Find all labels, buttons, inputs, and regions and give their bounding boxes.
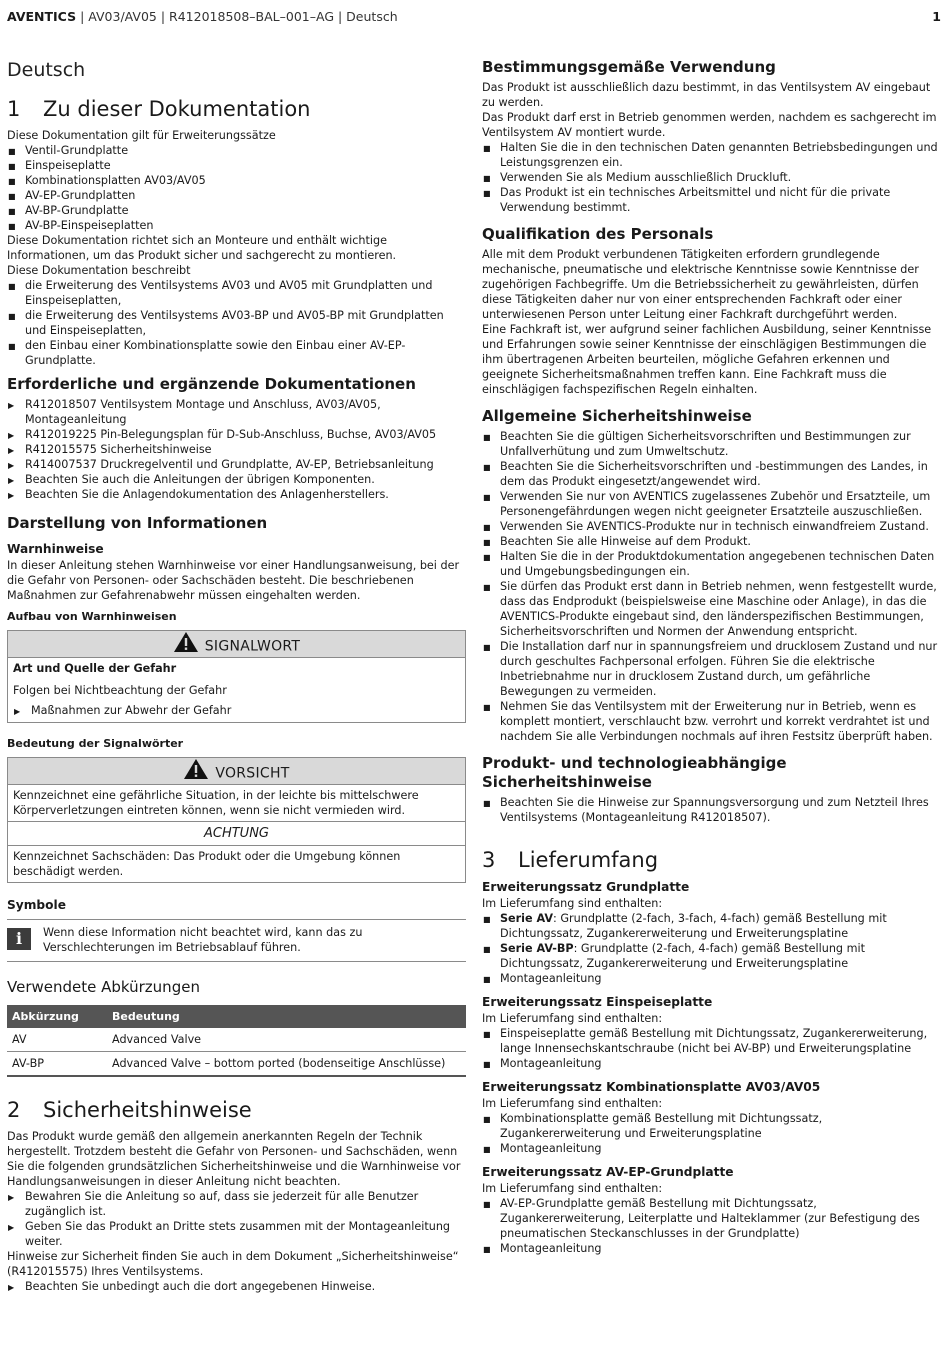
square-bullet-icon: ■ [483, 493, 491, 502]
list-item [7, 472, 466, 487]
arrow-bullet-icon: ▶ [8, 446, 15, 455]
square-bullet-icon: ■ [483, 703, 491, 712]
docs-heading: Erforderliche und ergänzende Dokumentationen [7, 375, 416, 393]
square-bullet-icon: ■ [483, 799, 491, 808]
avep-list [482, 1196, 940, 1256]
column-header: Abkürzung [7, 1005, 107, 1028]
list-item-text: Kombinationsplatte gemäß Bestellung mit Dichtungssatz, Zugankererweiterung und Erweiterungsplatine [500, 1112, 823, 1140]
list-item [482, 185, 940, 215]
square-bullet-icon: ■ [483, 1060, 491, 1069]
list-item [482, 170, 940, 185]
list-item-text: R412018507 Ventilsystem Montage und Anschluss, AV03/AV05, Montageanleitung [25, 398, 381, 426]
measures-list [8, 701, 465, 722]
list-item-text: Kombinationsplatten AV03/AV05 [25, 174, 206, 187]
list-item-text: AV-EP-Grundplatte gemäß Bestellung mit Dichtungssatz, Zugankererweiterung, Leiterplatte und Halteklammer (zur Befestigung des pneumatischen Steckanschlusses in der Grundplatte) [500, 1197, 920, 1240]
info-text: Wenn diese Information nicht beachtet wird, kann das zu Verschlechterungen im Betriebsablauf führen. [43, 926, 363, 954]
right-column [482, 56, 940, 1256]
bestimmung-heading: Bestimmungsgemäße Verwendung [482, 58, 776, 76]
list-item-text: AV-BP-Einspeiseplatten [25, 219, 154, 232]
bestimmung-list [482, 140, 940, 215]
list-item [482, 941, 940, 971]
produkt-list [482, 795, 940, 825]
kombi-heading: Erweiterungssatz Kombinationsplatte AV03/AV05 [482, 1080, 821, 1094]
abbreviations-table [7, 1005, 466, 1077]
square-bullet-icon: ■ [8, 222, 16, 231]
square-bullet-icon: ■ [483, 945, 491, 954]
achtung-text: Kennzeichnet Sachschäden: Das Produkt oder die Umgebung können beschädigt werden. [8, 845, 465, 882]
avep-heading: Erweiterungssatz AV-EP-Grundplatte [482, 1165, 734, 1179]
square-bullet-icon: ■ [483, 915, 491, 924]
paragraph: Eine Fachkraft ist, wer aufgrund seiner fachlichen Ausbildung, seiner Kenntnisse und Erfahrungen sowie seiner Kenntnisse der einschlägigen Bestimmungen die ihm übertragenen Arbeiten beurteilen, mögliche Gefahren erkennen und geeignete Sicherheitsmaßnahmen treffen kann. Eine Fachkraft muss die einschlägigen fachspezifischen Regeln einhalten. [482, 323, 932, 396]
list-item [7, 397, 466, 427]
paragraph: Im Lieferumfang sind enthalten: [482, 1182, 663, 1195]
table-cell: Advanced Valve – bottom ported (bodenseitige Anschlüsse) [107, 1052, 466, 1077]
section-number: 3 [482, 848, 496, 872]
list-item-text: Sie dürfen das Produkt erst dann in Betrieb nehmen, wenn festgestellt wurde, dass das Endprodukt (beispielsweise eine Maschine oder Anlage), in das die AVENTICS-Produkte eingebaut sind, den länderspezifischen Bestimmungen, Sicherheitsvorschriften und Normen der Anwendung entspricht. [500, 580, 937, 638]
list-item-text: AV-BP-Grundplatte [25, 204, 129, 217]
list-item-text: Montageanleitung [500, 972, 602, 985]
list-item [482, 699, 940, 744]
list-item [482, 639, 940, 699]
list-item-text: Bewahren Sie die Anleitung so auf, dass sie jederzeit für alle Benutzer zugänglich ist. [25, 1190, 419, 1218]
list-item-text: Montageanleitung [500, 1242, 602, 1255]
square-bullet-icon: ■ [8, 342, 16, 351]
arrow-bullet-icon: ▶ [8, 1223, 15, 1232]
einspeise-list [482, 1026, 940, 1071]
list-item-text: R412015575 Sicherheitshinweise [25, 443, 212, 456]
allgemein-list [482, 429, 940, 744]
list-item [482, 1241, 940, 1256]
vorsicht-text: Kennzeichnet eine gefährliche Situation, in der leichte bis mittelschwere Körperverletzungen eintreten können, wenn sie nicht vermieden wird. [13, 789, 419, 817]
list-item [482, 1141, 940, 1156]
list-item [482, 1111, 940, 1141]
list-item [482, 579, 940, 639]
table-cell: AV [7, 1028, 107, 1052]
language-title: Deutsch [7, 59, 86, 81]
series-label: Serie AV [500, 912, 554, 925]
list-item [7, 188, 466, 203]
warnhinweise-heading: Warnhinweise [7, 542, 104, 556]
list-item-text: die Erweiterung des Ventilsystems AV03-BP und AV05-BP mit Grundplatten und Einspeiseplatten, [25, 309, 444, 337]
info-note [7, 919, 466, 962]
list-item [482, 1026, 940, 1056]
arrow-bullet-icon: ▶ [8, 491, 15, 500]
table-header-row [7, 1005, 466, 1028]
list-item [482, 549, 940, 579]
square-bullet-icon: ■ [8, 192, 16, 201]
list-item-text: Halten Sie die in den technischen Daten genannten Betriebsbedingungen und Leistungsgrenzen ein. [500, 141, 938, 169]
paragraph: Das Produkt darf erst in Betrieb genommen werden, nachdem es sachgerecht im Ventilsystem AV montiert wurde. [482, 111, 937, 139]
list-item-text: Montageanleitung [500, 1057, 602, 1070]
list-item-text: den Einbau einer Kombinationsplatte sowie den Einbau einer AV-EP-Grundplatte. [25, 339, 406, 367]
danger-source: Art und Quelle der Gefahr [13, 662, 177, 675]
list-item [482, 911, 940, 941]
page-header [7, 9, 941, 27]
square-bullet-icon: ■ [483, 463, 491, 472]
section-1-heading [7, 96, 466, 122]
list-item-text: Beachten Sie die Sicherheitsvorschriften und -bestimmungen des Landes, in dem das Produkt eingesetzt/angewendet wird. [500, 460, 928, 488]
list-item [482, 140, 940, 170]
paragraph: In dieser Anleitung stehen Warnhinweise vor einer Handlungsanweisung, bei der die Gefahr von Personen- oder Sachschäden besteht. Die beschriebenen Maßnahmen zur Gefahrenabwehr müssen eingehalten werden. [7, 559, 460, 602]
list-item [7, 1189, 466, 1219]
paragraph: Im Lieferumfang sind enthalten: [482, 1097, 663, 1110]
bedeutung-heading: Bedeutung der Signalwörter [7, 737, 184, 750]
square-bullet-icon: ■ [483, 433, 491, 442]
list-item-text: Beachten Sie die Hinweise zur Spannungsversorgung und zum Netzteil Ihres Ventilsystems (Montageanleitung R412018507). [500, 796, 929, 824]
warning-triangle-icon [173, 631, 199, 662]
list-item [7, 203, 466, 218]
list-item-text: : Grundplatte (2-fach, 4-fach) gemäß Bestellung mit Dichtungssatz, Zugankererweiterung und Erweiterungsplatine [500, 942, 865, 970]
arrow-bullet-icon: ▶ [8, 1283, 15, 1292]
paragraph: Das Produkt wurde gemäß den allgemein anerkannten Regeln der Technik hergestellt. Trotzdem besteht die Gefahr von Personen- und Sachschäden, wenn Sie die folgenden grundsätzlichen Sicherheitshinweise und die Warnhinweise vor Handlungsanweisungen in dieser Anleitung nicht beachten. [7, 1130, 461, 1188]
list-item [7, 158, 466, 173]
scope-list [7, 143, 466, 233]
list-item-text: Beachten Sie auch die Anleitungen der übrigen Komponenten. [25, 473, 375, 486]
safety-actions-list [7, 1189, 466, 1249]
paragraph: Im Lieferumfang sind enthalten: [482, 1012, 663, 1025]
produkt-heading: Produkt- und technologieabhängige Sicherheitshinweise [482, 754, 787, 791]
square-bullet-icon: ■ [483, 1245, 491, 1254]
list-item-text: Nehmen Sie das Ventilsystem mit der Erweiterung nur in Betrieb, wenn es komplett montiert, verschlaucht bzw. verrohrt und korrekt verdrahtet ist und nachdem Sie alle Verbindungen nochmals auf ihren Festsitz überprüft haben. [500, 700, 933, 743]
list-item-text: Die Installation darf nur in spannungsfreiem und drucklosem Zustand und nur durch geschultes Fachpersonal erfolgen. Führen Sie die elektrische Inbetriebnahme nur in drucklosem Zustand durch, um gefährliche Bewegungen zu vermeiden. [500, 640, 938, 698]
list-item [482, 1056, 940, 1071]
warning-triangle-icon [183, 758, 209, 789]
list-item-text: Maßnahmen zur Abwehr der Gefahr [31, 704, 232, 717]
grund-list [482, 911, 940, 986]
section-title: Zu dieser Dokumentation [43, 97, 311, 121]
list-item-text: Beachten Sie die gültigen Sicherheitsvorschriften und Bestimmungen zur Unfallverhütung und zum Umweltschutz. [500, 430, 911, 458]
list-item-text: Beachten Sie die Anlagendokumentation des Anlagenherstellers. [25, 488, 389, 501]
section-3-heading [482, 847, 940, 873]
list-item [482, 489, 940, 519]
table-cell: Advanced Valve [107, 1028, 466, 1052]
list-item-text: Einspeiseplatte [25, 159, 111, 172]
vorsicht-label: VORSICHT [215, 765, 290, 782]
danger-consequence: Folgen bei Nichtbeachtung der Gefahr [13, 684, 227, 697]
darstellung-heading: Darstellung von Informationen [7, 514, 268, 532]
square-bullet-icon: ■ [483, 1145, 491, 1154]
list-item [7, 218, 466, 233]
list-item [7, 487, 466, 502]
arrow-bullet-icon: ▶ [8, 431, 15, 440]
list-item [7, 442, 466, 457]
table-row [7, 1028, 466, 1052]
list-item-text: Geben Sie das Produkt an Dritte stets zusammen mit der Montageanleitung weiter. [25, 1220, 451, 1248]
arrow-bullet-icon: ▶ [14, 707, 21, 716]
list-item-text: R414007537 Druckregelventil und Grundplatte, AV-EP, Betriebsanleitung [25, 458, 434, 471]
list-item-text: Beachten Sie alle Hinweise auf dem Produkt. [500, 535, 751, 548]
square-bullet-icon: ■ [483, 1030, 491, 1039]
list-item [482, 795, 940, 825]
kombi-list [482, 1111, 940, 1156]
list-item [13, 703, 460, 718]
paragraph: Das Produkt ist ausschließlich dazu bestimmt, in das Ventilsystem AV eingebaut zu werden. [482, 81, 931, 109]
list-item [482, 459, 940, 489]
square-bullet-icon: ■ [483, 553, 491, 562]
square-bullet-icon: ■ [483, 538, 491, 547]
list-item [7, 173, 466, 188]
list-item-text: R412019225 Pin-Belegungsplan für D-Sub-Anschluss, Buchse, AV03/AV05 [25, 428, 437, 441]
list-item [7, 457, 466, 472]
section-title: Sicherheitshinweise [43, 1098, 252, 1122]
list-item [7, 427, 466, 442]
square-bullet-icon: ■ [8, 147, 16, 156]
square-bullet-icon: ■ [483, 643, 491, 652]
abbr-heading: Verwendete Abkürzungen [7, 978, 200, 996]
arrow-bullet-icon: ▶ [8, 476, 15, 485]
list-item-text: Verwenden Sie als Medium ausschließlich Druckluft. [500, 171, 792, 184]
list-item [482, 1196, 940, 1241]
section-2-heading [7, 1097, 466, 1123]
list-item [7, 278, 466, 308]
vorsicht-header [8, 758, 465, 785]
square-bullet-icon: ■ [8, 282, 16, 291]
list-item-text: Verwenden Sie nur von AVENTICS zugelassenes Zubehör und Ersatzteile, um Personengefährdungen wegen nicht geeigneter Ersatzteile auszuschließen. [500, 490, 931, 518]
list-item [7, 1219, 466, 1249]
paragraph: Diese Dokumentation gilt für Erweiterungssätze [7, 129, 276, 142]
info-icon: i [7, 928, 31, 950]
list-item-text: Einspeiseplatte gemäß Bestellung mit Dichtungssatz, Zugankererweiterung, lange Innensechskantschraube (nicht bei AV-BP) und Erweiterungsplatine [500, 1027, 928, 1055]
symbole-heading: Symbole [7, 898, 66, 912]
docs-list [7, 397, 466, 502]
section-number: 2 [7, 1098, 21, 1122]
allgemein-heading: Allgemeine Sicherheitshinweise [482, 407, 752, 425]
section-number: 1 [7, 97, 21, 121]
achtung-header: ACHTUNG [8, 821, 465, 845]
square-bullet-icon: ■ [483, 583, 491, 592]
einspeise-heading: Erweiterungssatz Einspeiseplatte [482, 995, 713, 1009]
describes-list [7, 278, 466, 368]
paragraph: Diese Dokumentation richtet sich an Monteure und enthält wichtige Informationen, um das Produkt sicher und sachgerecht zu montieren. [7, 234, 397, 262]
list-item [482, 534, 940, 549]
list-item [7, 308, 466, 338]
qualifikation-heading: Qualifikation des Personals [482, 225, 714, 243]
arrow-bullet-icon: ▶ [8, 401, 15, 410]
square-bullet-icon: ■ [483, 523, 491, 532]
list-item-text: Verwenden Sie AVENTICS-Produkte nur in technisch einwandfreiem Zustand. [500, 520, 929, 533]
square-bullet-icon: ■ [483, 975, 491, 984]
list-item [7, 1279, 466, 1294]
square-bullet-icon: ■ [483, 174, 491, 183]
square-bullet-icon: ■ [483, 144, 491, 153]
column-header: Bedeutung [107, 1005, 466, 1028]
signalwort-label: SIGNALWORT [204, 638, 301, 655]
list-item-text: die Erweiterung des Ventilsystems AV03 und AV05 mit Grundplatten und Einspeiseplatten, [25, 279, 433, 307]
signalwort-box [7, 630, 466, 723]
square-bullet-icon: ■ [8, 312, 16, 321]
list-item-text: Halten Sie die in der Produktdokumentation angegebenen technischen Daten und Umgebungsbedingungen ein. [500, 550, 935, 578]
paragraph: Hinweise zur Sicherheit finden Sie auch in dem Dokument „Sicherheitshinweise“ (R412015575) Ihres Ventilsystems. [7, 1250, 459, 1278]
safety-actions-list-2 [7, 1279, 466, 1294]
series-label: Serie AV-BP [500, 942, 574, 955]
left-column [7, 56, 466, 1294]
list-item-text: Montageanleitung [500, 1142, 602, 1155]
section-title: Lieferumfang [518, 848, 659, 872]
list-item [7, 338, 466, 368]
vorsicht-box [7, 757, 466, 883]
square-bullet-icon: ■ [8, 207, 16, 216]
square-bullet-icon: ■ [8, 162, 16, 171]
list-item [482, 971, 940, 986]
list-item-text: Ventil-Grundplatte [25, 144, 129, 157]
list-item-text: Beachten Sie unbedingt auch die dort angegebenen Hinweise. [25, 1280, 376, 1293]
paragraph: Alle mit dem Produkt verbundenen Tätigkeiten erfordern grundlegende mechanische, pneumatische und elektrische Kenntnisse sowie Kenntnisse der zugehörigen Fachbegriffe. Um die Betriebssicherheit zu gewährleisten, dürfen diese Tätigkeiten daher nur von einer entsprechenden Fachkraft oder einer unterwiesenen Person unter Leitung einer Fachkraft durchgeführt werden. [482, 248, 919, 321]
list-item-text: AV-EP-Grundplatten [25, 189, 136, 202]
list-item-text: : Grundplatte (2-fach, 3-fach, 4-fach) gemäß Bestellung mit Dichtungssatz, Zugankererweiterung und Erweiterungsplatine [500, 912, 887, 940]
list-item [7, 143, 466, 158]
aufbau-heading: Aufbau von Warnhinweisen [7, 610, 177, 623]
table-row [7, 1052, 466, 1077]
document-info: | AV03/AV05 | R412018508–BAL–001–AG | Deutsch [76, 9, 398, 24]
square-bullet-icon: ■ [483, 1200, 491, 1209]
table-cell: AV-BP [7, 1052, 107, 1077]
signalwort-header [8, 631, 465, 658]
brand-name: AVENTICS [7, 9, 77, 24]
list-item [482, 519, 940, 534]
list-item [482, 429, 940, 459]
square-bullet-icon: ■ [483, 189, 491, 198]
paragraph: Im Lieferumfang sind enthalten: [482, 897, 663, 910]
arrow-bullet-icon: ▶ [8, 461, 15, 470]
arrow-bullet-icon: ▶ [8, 1193, 15, 1202]
page-number: 1 [932, 9, 941, 24]
square-bullet-icon: ■ [8, 177, 16, 186]
grund-heading: Erweiterungssatz Grundplatte [482, 880, 690, 894]
paragraph: Diese Dokumentation beschreibt [7, 264, 191, 277]
list-item-text: Das Produkt ist ein technisches Arbeitsmittel und nicht für die private Verwendung bestimmt. [500, 186, 891, 214]
square-bullet-icon: ■ [483, 1115, 491, 1124]
